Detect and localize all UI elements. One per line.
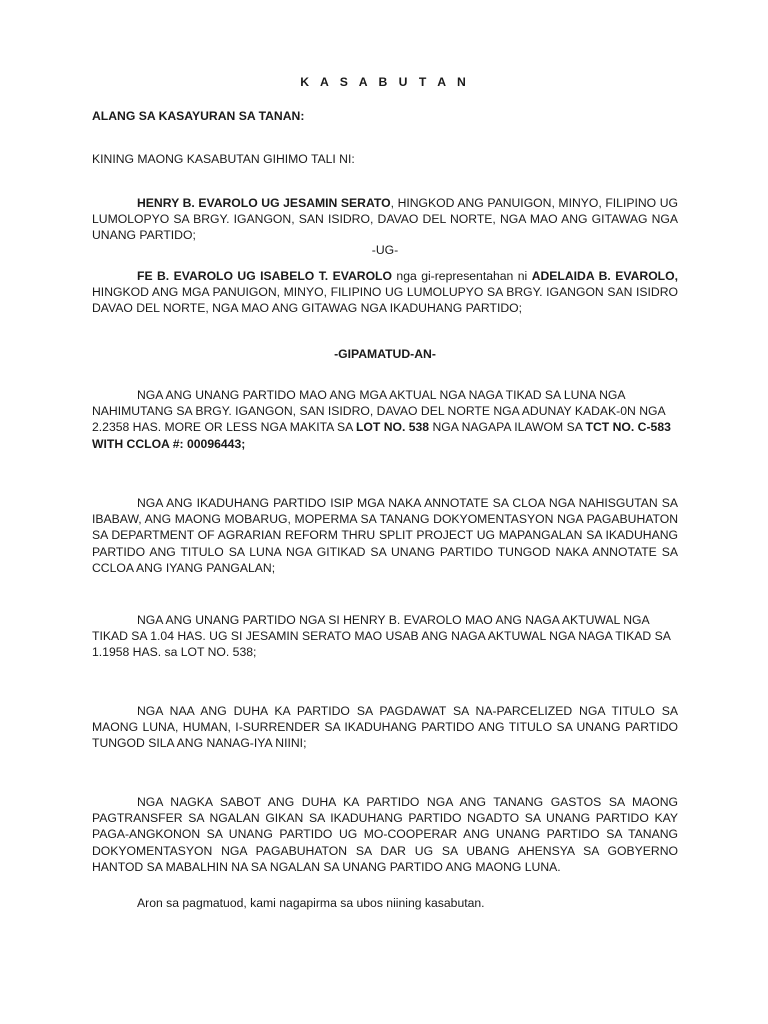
second-party-represented-by: nga gi-representahan ni bbox=[392, 269, 532, 283]
clause-1-text-b: NGA NAGAPA ILAWOM SA bbox=[429, 420, 586, 435]
section-heading bbox=[92, 346, 678, 362]
first-party-names: HENRY B. EVAROLO UG JESAMIN SERATO bbox=[137, 196, 391, 210]
clause-2 bbox=[92, 495, 678, 576]
clause-2-text: NGA ANG IKADUHANG PARTIDO ISIP MGA NAKA ANNOTATE SA CLOA NGA NAHISGUTAN SA IBABAW, ANG MAONG MOBARUG, MOPERMA SA TANANG DOKYOMENTASYON NGA PAGABUHATON SA DEPARTMENT OF AGRARIAN REFORM THRU SPLIT PROJECT UG MAPANGALAN SA IKADUHANG PARTIDO ANG TITULO SA LUNA NGA GITIKAD SA UNANG PARTIDO TUNGOD NAKA ANNOTATE SA CCLOA ANG IYANG PANGALAN; bbox=[92, 496, 678, 575]
clause-1 bbox=[92, 387, 678, 452]
intro-line: KINING MAONG KASABUTAN GIHIMO TALI NI: bbox=[92, 152, 355, 166]
clause-1-text-a: NGA ANG UNANG PARTIDO MAO ANG MGA AKTUAL NGA NAGA TIKAD SA LUNA NGA NAHIMUTANG SA BRGY. IGANGON, SAN ISIDRO, DAVAO DEL NORTE NGA ADUNAY KADAK-0N NGA 2.2358 HAS. MORE OR LESS NGA MAKITA SA bbox=[92, 388, 665, 435]
second-party-details: HINGKOD ANG MGA PANUIGON, MINYO, FILIPINO UG LUMOLUPYO SA BRGY. IGANGON SAN ISIDRO DAVAO DEL NORTE, NGA MAO ANG GITAWAG NGA IKADUHANG PARTIDO; bbox=[92, 285, 678, 316]
document-title: K A S A B U T A N bbox=[300, 75, 470, 89]
clause-4 bbox=[92, 703, 678, 752]
clause-1-tct-number: TCT NO. C-583 WITH CCLOA #: 00096443; bbox=[92, 420, 671, 451]
closing-statement bbox=[92, 895, 678, 911]
clause-5-text: NGA NAGKA SABOT ANG DUHA KA PARTIDO NGA ANG TANANG GASTOS SA MAONG PAGTRANSFER SA NGALAN GIKAN SA IKADUHANG PARTIDO NGADTO SA UNANG PARTIDO KAY PAGA-ANGKONON SA UNANG PARTIDO UG MO-COOPERAR ANG UNANG PARTIDO SA TANANG DOKYOMENTASYON NGA PAGABUHATON SA DAR UG SA UBANG AHENSYA SA GOBYERNO HANTOD SA MABALHIN NA SA NGALAN SA UNANG PARTIDO ANG MAONG LUNA. bbox=[92, 795, 678, 874]
clause-3-text: NGA ANG UNANG PARTIDO NGA SI HENRY B. EVAROLO MAO ANG NAGA AKTUWAL NGA TIKAD SA 1.04 HAS. UG SI JESAMIN SERATO MAO USAB ANG NAGA AKTUWAL NGA NAGA TIKAD SA 1.1958 HAS. sa LOT NO. 538; bbox=[92, 613, 671, 660]
first-party-details: , HINGKOD ANG PANUIGON, MINYO, FILIPINO UG LUMOLOPYO SA BRGY. IGANGON, SAN ISIDRO, DAVAO DEL NORTE, NGA MAO ANG GITAWAG NGA UNANG PARTIDO; bbox=[92, 196, 679, 243]
clause-4-text: NGA NAA ANG DUHA KA PARTIDO SA PAGDAWAT SA NA-PARCELIZED NGA TITULO SA MAONG LUNA, HUMAN, I-SURRENDER SA IKADUHANG PARTIDO ANG TITULO SA UNANG PARTIDO TUNGOD SILA ANG NANAG-IYA NIINI; bbox=[92, 704, 678, 751]
salutation-text: ALANG SA KASAYURAN SA TANAN: bbox=[92, 109, 305, 123]
separator-ug: -UG- bbox=[371, 243, 399, 257]
second-party-paragraph bbox=[92, 268, 678, 317]
first-party-paragraph bbox=[92, 195, 678, 244]
clause-3 bbox=[92, 612, 678, 661]
clause-1-lot-number: LOT NO. 538 bbox=[355, 420, 430, 435]
salutation bbox=[92, 108, 678, 124]
clause-5 bbox=[92, 794, 678, 875]
second-party-representative: ADELAIDA B. EVAROLO, bbox=[531, 269, 678, 283]
section-heading-text: -GIPAMATUD-AN- bbox=[334, 347, 436, 361]
second-party-names: FE B. EVAROLO UG ISABELO T. EVAROLO bbox=[137, 269, 392, 283]
closing-text: Aron sa pagmatuod, kami nagapirma sa ubos niining kasabutan. bbox=[137, 896, 485, 910]
